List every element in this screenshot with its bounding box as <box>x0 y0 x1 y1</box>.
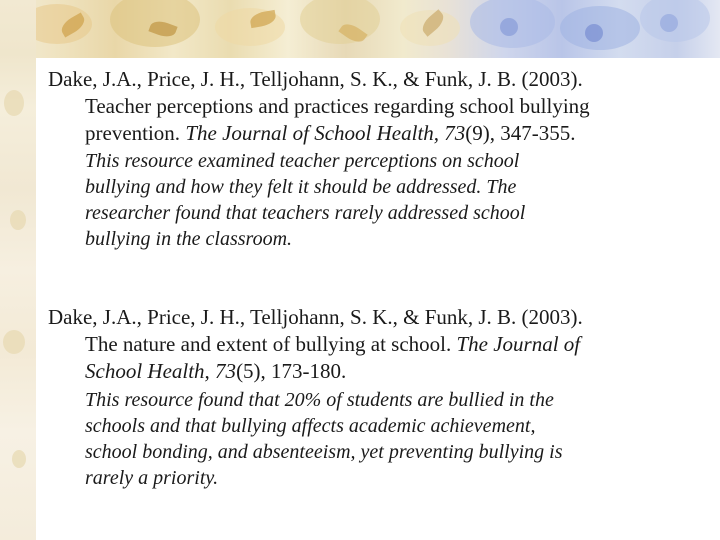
reference-entry <box>48 304 688 491</box>
annotation-line: researcher found that teachers rarely addressed school <box>85 202 526 224</box>
annotation-line: schools and that bullying affects academic achievement, <box>85 415 536 437</box>
citation-line <box>48 331 688 358</box>
journal-name: The Journal of School Health, 73 <box>185 121 466 145</box>
reference-entry <box>48 66 688 252</box>
annotation <box>48 387 688 491</box>
citation <box>48 304 688 385</box>
citation-line <box>48 358 688 385</box>
citation-line <box>48 120 688 147</box>
citation-line: Teacher perceptions and practices regarding school bullying <box>85 94 590 118</box>
annotation-line: rarely a priority. <box>85 467 219 489</box>
annotation-line: bullying and how they felt it should be addressed. The <box>85 176 517 198</box>
citation-text: prevention. <box>85 121 186 145</box>
annotation <box>48 148 688 252</box>
annotation-line: This resource examined teacher perceptions on school <box>85 150 520 172</box>
journal-name: The Journal of <box>456 332 581 356</box>
citation-line: Dake, J.A., Price, J. H., Telljohann, S. K., & Funk, J. B. (2003). <box>48 305 583 329</box>
journal-name: School Health, 73 <box>85 359 237 383</box>
annotation-line: bullying in the classroom. <box>85 228 293 250</box>
annotation-line: school bonding, and absenteeism, yet preventing bullying is <box>85 441 563 463</box>
citation-text: (9), 347-355. <box>465 121 576 145</box>
citation-text: The nature and extent of bullying at school. <box>85 332 457 356</box>
citation <box>48 66 688 147</box>
annotation-line: This resource found that 20% of students are bullied in the <box>85 389 554 411</box>
citation-line: Dake, J.A., Price, J. H., Telljohann, S. K., & Funk, J. B. (2003). <box>48 67 583 91</box>
citation-text: (5), 173-180. <box>236 359 347 383</box>
